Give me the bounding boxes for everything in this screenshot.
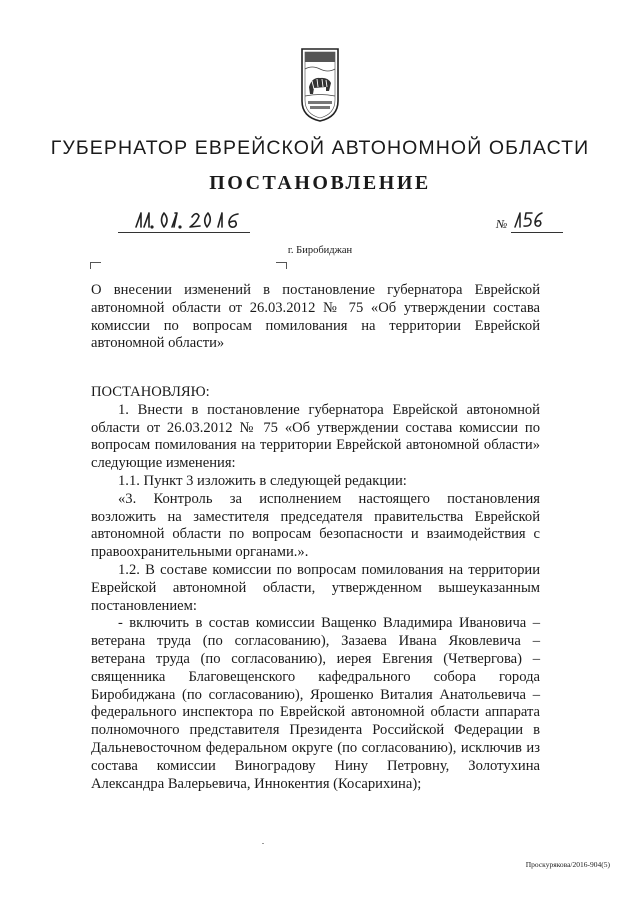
scan-speck: [262, 843, 264, 844]
document-type-title: ПОСТАНОВЛЕНИЕ: [209, 172, 431, 194]
paragraph-1-1-text: «3. Контроль за исполнением настоящего постановления возложить на заместителя председателя правительства Еврейской автономной области по вопросам безопасности и взаимодействия с правоохранительными органами.».: [91, 490, 540, 561]
coat-of-arms-emblem: [300, 47, 340, 123]
resolve-heading: ПОСТАНОВЛЯЮ:: [91, 384, 210, 400]
organization-title: ГУБЕРНАТОР ЕВРЕЙСКОЙ АВТОНОМНОЙ ОБЛАСТИ: [50, 137, 590, 159]
subject-corner-mark-left: [90, 262, 101, 269]
subject-corner-mark-right: [276, 262, 287, 269]
subject-text: О внесении изменений в постановление губернатора Еврейской автономной области от 26.03.2012 № 75 «Об утверждении состава комиссии по вопросам помилования на территории Еврейской автономной области»: [91, 282, 540, 352]
date-underline: [118, 232, 250, 233]
paragraph-1: 1. Внести в постановление губернатора Еврейской автономной области от 26.03.2012 № 75 «Об утверждении состава комиссии по вопросам помилования на территории Еврейской автономной области» следующие изменения:: [91, 401, 540, 472]
paragraph-1-1: 1.1. Пункт 3 изложить в следующей редакции:: [118, 472, 407, 489]
city-name: г. Биробиджан: [287, 245, 353, 256]
handwritten-date: [130, 207, 248, 233]
subject-block: [91, 282, 540, 353]
number-label: №: [496, 217, 508, 231]
handwritten-number: [512, 210, 544, 230]
resolution-body: [91, 384, 540, 793]
number-underline: [511, 232, 563, 233]
document-code: Проскурякова/2016-904(5): [525, 860, 610, 869]
paragraph-1-2-item: - включить в состав комиссии Ващенко Владимира Ивановича – ветерана труда (по согласованию), Зазаева Ивана Яковлевича – ветерана труда (по согласованию), иерея Евгения (Четвергова) – священника Благовещенского кафедрального собора города Биробиджана (по согласованию), Ярошенко Виталия Анатольевича – федерального инспектора по Еврейской автономной области аппарата полномочного представителя Президента Российской Федерации в Дальневосточном федеральном округе (по согласованию), исключив из состава комиссии Виноградову Нину Петровну, Золотухина Александра Валерьевича, Иннокентия (Косарихина);: [91, 615, 540, 792]
paragraph-1-2: 1.2. В составе комиссии по вопросам помилования на территории Еврейской автономной области, утвержденном вышеуказанным постановлением:: [91, 561, 540, 614]
